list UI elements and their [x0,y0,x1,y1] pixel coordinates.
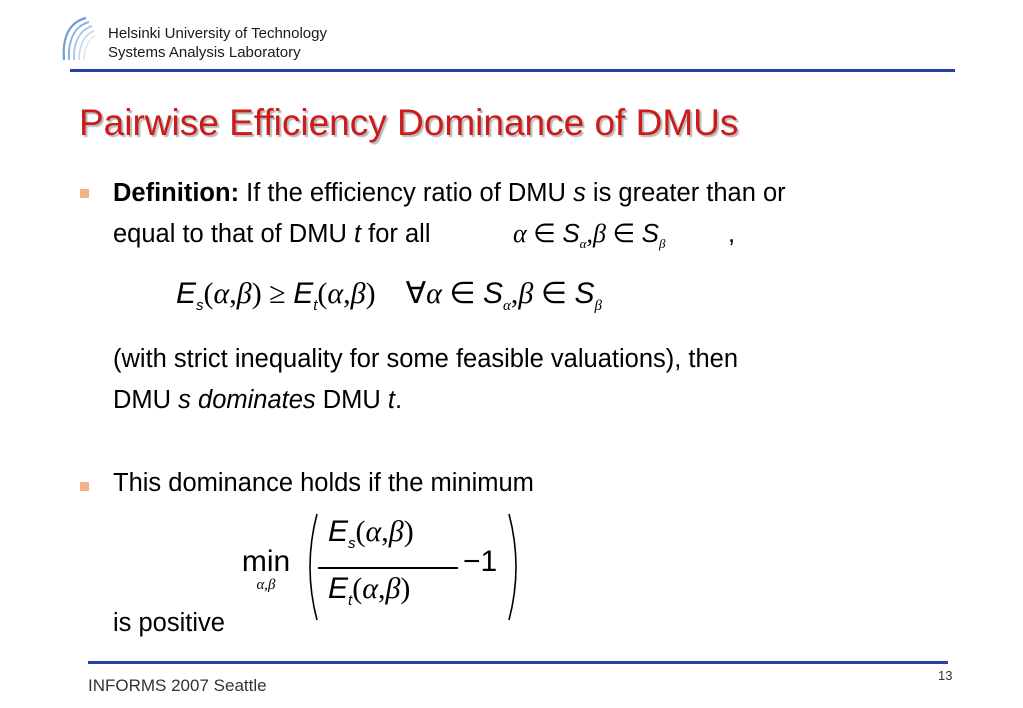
definition-text-3: equal to that of DMU [113,220,354,248]
minus-one: −1 [463,545,498,578]
dominates-statement [113,384,402,417]
dominance-inequality: $E_s(\alpha,\beta) \ge E_t(\alpha,\beta)$ ∀α ∈ $S_\alpha,\beta$ ∈ $S_\beta$ [176,277,602,314]
dominates-text-3: DMU [315,386,388,414]
header-institution [108,24,327,62]
dominates-text-2: s dominates [178,386,316,414]
bullet-marker [80,189,89,198]
min-label: min [241,545,291,578]
definition-label: Definition: [113,179,240,207]
slide-title: Pairwise Efficiency Dominance of DMUs [79,102,739,143]
right-parenthesis [506,512,526,627]
dominates-text-1: DMU [113,386,179,414]
bullet-marker [80,482,89,491]
definition-text-4: for all [361,220,431,248]
dominance-condition-text: This dominance holds if the minimum [113,469,534,497]
strict-inequality-note: (with strict inequality for some feasible valuations), then [113,345,739,373]
dominates-text-5: . [395,386,403,414]
dmu-s-var: s [573,179,586,207]
definition-text-2: is greater than or [585,179,786,207]
dmu-t-var: t [353,220,362,248]
fraction-bar [318,567,458,569]
inline-set-condition: α ∈ $S_\alpha,\beta$ ∈ $S_\beta$ [513,218,666,251]
definition-line-1 [113,177,786,210]
denominator: $E_t(\alpha,\beta)$ [328,572,411,609]
page-number: 13 [938,668,953,683]
definition-line-2 [113,218,431,251]
header-divider [70,69,955,72]
header-line-2: Systems Analysis Laboratory [108,44,301,61]
numerator: $E_s(\alpha,\beta)$ [328,515,414,552]
definition-text-1: If the efficiency ratio of DMU [239,179,574,207]
min-subscript: α,β [256,577,276,593]
footer-conference: INFORMS 2007 Seattle [88,676,267,695]
university-logo [56,14,96,64]
definition-trailing-comma: , [728,220,736,248]
dominates-text-4: t [387,386,396,414]
min-operator [233,545,299,594]
positivity-text: is positive [113,609,225,637]
footer-divider [88,661,948,664]
header-line-1: Helsinki University of Technology [108,25,327,42]
left-parenthesis [300,512,320,627]
